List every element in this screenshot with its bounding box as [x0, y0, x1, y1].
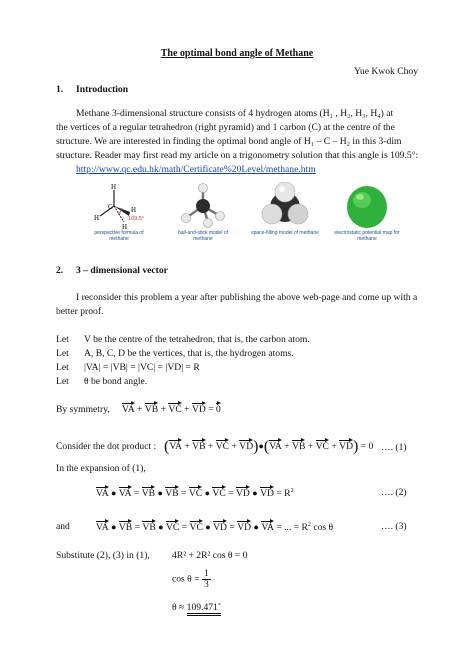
fraction: $\frac{1}{3}$ — [204, 568, 209, 590]
paragraph-line: the vertices of a regular tetrahedron (right pyramid) and 1 carbon (C) at the centre of the — [56, 122, 395, 133]
perspective-formula-drawing — [84, 182, 154, 230]
atom-label: C — [108, 203, 113, 211]
zero-vector: 0 — [216, 404, 221, 415]
reference-link[interactable]: http://www.qc.edu.hk/math/Certificate%20Level/methane.htm — [76, 164, 316, 175]
equation-3: VA ● VB = VB ● VC = VC ● VD = VD ● VA = ... = $R^2$ cos θ — [96, 522, 334, 534]
angle-label: 109.5° — [128, 216, 144, 222]
section-1-heading: Introduction — [76, 84, 129, 95]
expansion-label: In the expansion of (1), — [56, 463, 146, 474]
vector-va: VA — [122, 404, 135, 415]
vector-vb: VB — [144, 404, 159, 415]
perspective-formula-figure — [84, 182, 154, 250]
final-angle: 109.471˚ — [187, 602, 221, 616]
result-line: θ ≈ 109.471˚ — [172, 602, 221, 614]
paragraph-line: Methane 3-dimensional structure consists of 4 hydrogen atoms (H₁ , H₂, H₃, H₄) at — [76, 108, 394, 119]
equation-2: VA ● VA = VB ● VB = VC ● VC = VD ● VD = $R^2$ — [96, 488, 294, 500]
electrostatic-map-figure — [332, 182, 402, 250]
atom-label: H — [94, 214, 100, 222]
document-title: The optimal bond angle of Methane — [160, 48, 314, 59]
atom-label: H — [122, 223, 128, 230]
ball-and-stick-drawing — [168, 182, 238, 230]
substitution-step-2: cos θ = $\frac{1}{3}$ — [172, 568, 209, 590]
let-keyword: Let — [56, 362, 69, 373]
electrostatic-map-drawing — [332, 182, 402, 230]
definition-text: |VA| = |VB| = |VC| = |VD| = R — [84, 362, 200, 373]
space-filling-drawing — [250, 182, 320, 230]
dot-product-label: Consider the dot product : — [56, 441, 157, 452]
author-name: Yue Kwok Choy — [354, 66, 418, 77]
section-2-heading: 3 – dimensional vector — [76, 265, 168, 276]
paragraph-line: structure. We are interested in finding the optimal bond angle of H₁ – C – H₂ in this 3-dim — [56, 136, 402, 147]
vector-vd: VD — [191, 404, 206, 415]
symmetry-label: By symmetry, — [56, 404, 110, 415]
figure-caption: perspective formula of methane — [94, 230, 144, 242]
let-keyword: Let — [56, 376, 69, 387]
equation-tag: …. (1) — [381, 442, 407, 453]
section-2-number: 2. — [56, 265, 64, 276]
figure-caption: electrostatic potential map for methane — [334, 230, 400, 242]
definition-text: A, B, C, D be the vertices, that is, the hydrogen atoms. — [84, 348, 294, 359]
paragraph-line: better proof. — [56, 306, 104, 317]
definition-text: θ be bond angle. — [84, 376, 148, 387]
figure-caption: space-filling model of methane — [251, 230, 319, 236]
substitute-label: Substitute (2), (3) in (1), — [56, 550, 150, 561]
section-1-number: 1. — [56, 84, 64, 95]
space-filling-figure — [250, 182, 320, 250]
let-keyword: Let — [56, 334, 69, 345]
equation-tag: …. (3) — [381, 521, 407, 532]
substitution-step-1: 4R² + 2R² cos θ = 0 — [172, 550, 248, 561]
ball-and-stick-figure — [168, 182, 238, 250]
vector-vc: VC — [168, 404, 182, 415]
and-label: and — [56, 521, 70, 532]
symmetry-equation: VA + VB + VC + VD = 0 — [122, 404, 221, 415]
paragraph-line: I reconsider this problem a year after publishing the above web-page and come up with a — [76, 292, 418, 303]
let-keyword: Let — [56, 348, 69, 359]
atom-label: H — [111, 183, 117, 191]
definition-text: V be the centre of the tetrahedron, that is, the carbon atom. — [84, 334, 310, 345]
methane-figures — [84, 182, 404, 250]
equation-1: (VA + VB + VC + VD)●(VA + VB + VC + VD) = 0 — [164, 438, 374, 455]
atom-label: H — [131, 206, 137, 214]
figure-caption: ball-and-stick model of methane — [177, 230, 229, 242]
paragraph-line: structure. Reader may first read my article on a trigonometry solution that this angle is 109.5°: — [56, 150, 419, 161]
equation-tag: …. (2) — [381, 487, 407, 498]
